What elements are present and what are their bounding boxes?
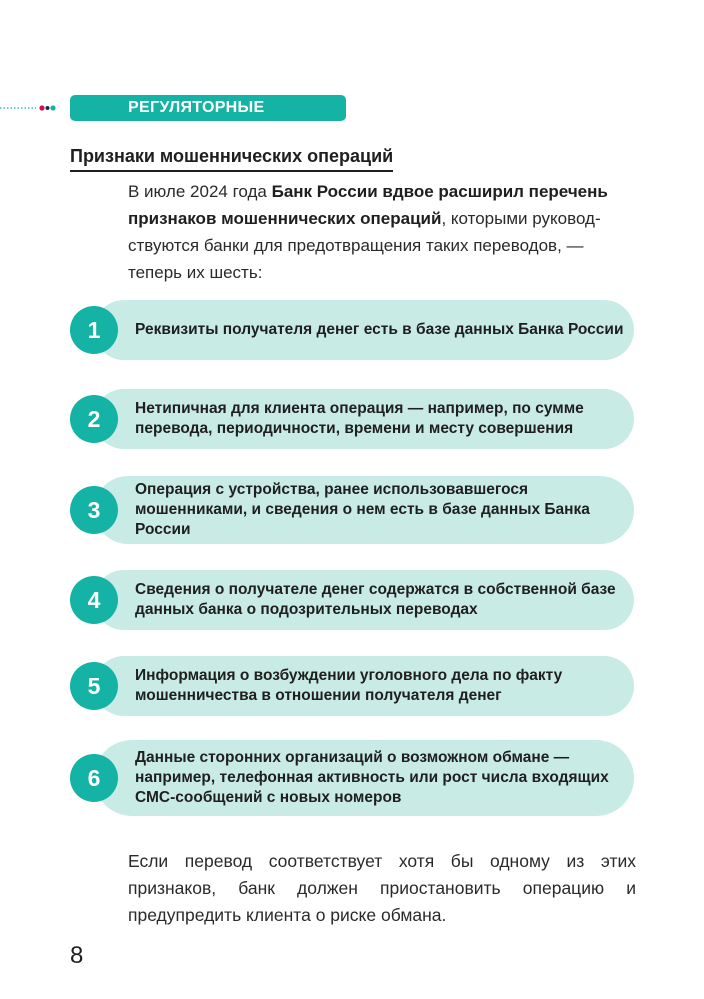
item-number: 1 bbox=[70, 306, 118, 354]
intro-bold: Банк России вдвое расширил перечень признаков мошеннических операций bbox=[128, 182, 608, 228]
item-number: 5 bbox=[70, 662, 118, 710]
item-number: 4 bbox=[70, 576, 118, 624]
list-item-4 bbox=[70, 570, 634, 630]
item-text: Реквизиты получателя денег есть в базе данных Банка России bbox=[135, 321, 624, 338]
intro-rest: , которыми руководствуются банки для предотвращения таких переводов, — теперь их шесть: bbox=[128, 209, 601, 282]
outro-paragraph: Если перевод соответствует хотя бы одному из этих признаков, банк должен приостановить операцию и предупредить клиента о риске обмана. bbox=[128, 851, 636, 925]
item-number: 3 bbox=[70, 486, 118, 534]
item-text: Нетипичная для клиента операция — например, по сумме перевода, периодичности, времени и месту совершения bbox=[135, 400, 584, 437]
list-item-2 bbox=[70, 389, 634, 449]
list-item-5 bbox=[70, 656, 634, 716]
intro-lead: В июле 2024 года bbox=[128, 182, 272, 201]
item-text: Информация о возбуждении уголовного дела по факту мошенничества в отношении получателя денег bbox=[135, 667, 563, 704]
list-item-3 bbox=[70, 476, 634, 544]
item-text: Сведения о получателе денег содержатся в собственной базе данных банка о подозрительных переводах bbox=[135, 581, 616, 618]
section-tag: РЕГУЛЯТОРНЫЕ bbox=[70, 95, 346, 121]
item-number: 6 bbox=[70, 754, 118, 802]
decorative-dotted-line bbox=[0, 104, 58, 112]
list-item-6 bbox=[70, 740, 634, 816]
item-text: Операция с устройства, ранее использовавшегося мошенниками, и сведения о нем есть в базе данных Банка России bbox=[135, 481, 590, 538]
item-text: Данные сторонних организаций о возможном обмане — например, телефонная активность или рост числа входящих СМС-сообщений с новых номеров bbox=[135, 749, 609, 806]
intro-paragraph bbox=[128, 178, 638, 286]
page-number: 8 bbox=[70, 942, 84, 969]
list-item-1 bbox=[70, 300, 634, 360]
section-heading: Признаки мошеннических операций bbox=[70, 146, 393, 172]
item-number: 2 bbox=[70, 395, 118, 443]
